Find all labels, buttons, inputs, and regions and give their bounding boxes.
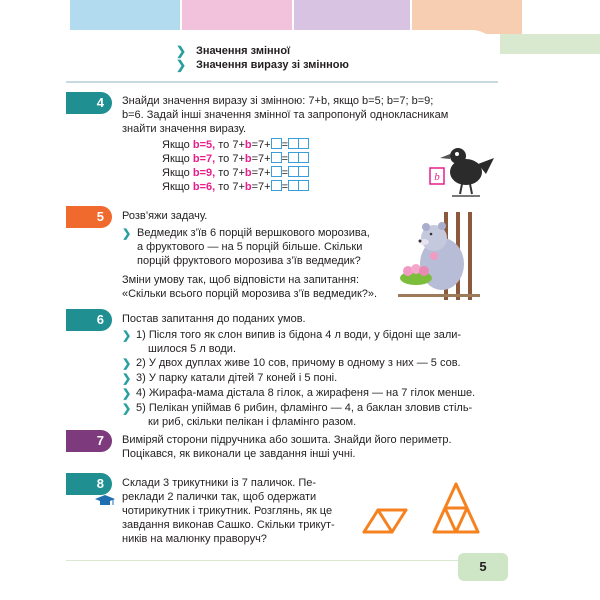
equation-row: Якщо b=6, то 7+b=7+ =	[162, 180, 309, 194]
stick-triangles-figure	[362, 480, 482, 536]
answer-box[interactable]	[271, 166, 282, 177]
task-number-7: 7	[66, 430, 112, 452]
header-green-band	[500, 34, 600, 54]
task6-item-2: 2) У двох дуплах живе 10 сов, причому в одному з них — 5 сов.	[136, 357, 461, 369]
bear-illustration	[398, 212, 480, 300]
page-number: 5	[458, 553, 508, 581]
topic-item: ❯ Значення змінної	[176, 44, 291, 58]
task-number-4: 4	[66, 92, 112, 114]
task4-text	[122, 94, 492, 136]
card-letter: b	[434, 171, 440, 183]
graduation-cap-icon	[94, 494, 116, 508]
header-tab-pink	[182, 0, 292, 34]
chevron-right-icon: ❯	[122, 388, 132, 400]
equation-row: Якщо b=7, то 7+b=7+ =	[162, 152, 309, 166]
answer-box[interactable]	[271, 152, 282, 163]
topic-item: ❯ Значення виразу зі змінною	[176, 58, 349, 72]
task-number-6: 6	[66, 309, 112, 331]
task4-line1: Знайди значення виразу зі змінною: 7+b, якщо b=5; b=7; b=9;	[122, 95, 434, 107]
answer-box[interactable]	[271, 180, 282, 191]
chevron-right-icon: ❯	[122, 358, 132, 370]
task-number-5: 5	[66, 206, 112, 228]
answer-box-double[interactable]	[288, 138, 309, 149]
task6-item-1: 1) Після того як слон випив із бідона 4 л води, у бідоні ще зали- шилося 5 л води.	[136, 329, 462, 355]
task5-problem: Ведмедик з’їв 6 порцій вершкового морозива, а фруктового — на 5 порцій більше. Скільки порцій фруктового морозива з’їв ведмедик?	[137, 227, 370, 267]
header-divider	[66, 81, 498, 83]
topic-list	[176, 44, 349, 72]
task8-text: Склади 3 трикутники із 7 паличок. Пе- реклади 2 палички так, щоб одержати чотирикутник і трикутник. Розглянь, як це завдання виконав Сашко. Скільки трикут- ників на малюнку праворуч?	[122, 477, 335, 545]
chevron-right-icon: ❯	[122, 330, 132, 342]
chevron-right-icon: ❯	[122, 228, 132, 240]
task5-change: Зміни умову так, щоб відповісти на запитання: «Скільки всього порцій морозива з’їв ведмедик?».	[122, 274, 378, 300]
header-tab-purple	[294, 0, 410, 34]
crow-illustration	[428, 140, 498, 198]
task6-item-3: 3) У парку катали дітей 7 коней і 5 поні.	[136, 372, 338, 384]
header-tab-blue	[70, 0, 180, 34]
equation-row: Якщо b=9, то 7+b=7+ =	[162, 166, 309, 180]
chevron-right-icon: ❯	[176, 58, 187, 72]
equation-row: Якщо b=5, то 7+b=7+ =	[162, 138, 309, 152]
answer-box-double[interactable]	[288, 166, 309, 177]
chevron-right-icon: ❯	[176, 44, 187, 58]
task4-line2: b=6. Задай інші значення змінної та запропонуй однокласникам	[122, 109, 449, 121]
task6-intro: Постав запитання до поданих умов.	[122, 313, 306, 325]
task6-item-5: 5) Пелікан упіймав 6 рибин, фламінго — 4, а баклан зловив стіль- ки риб, скільки пелікан і фламінго разом.	[136, 402, 473, 428]
answer-box[interactable]	[271, 138, 282, 149]
answer-box-double[interactable]	[288, 180, 309, 191]
header-tab-peach	[412, 0, 522, 34]
task4-line3: знайти значення виразу.	[122, 123, 247, 135]
chevron-right-icon: ❯	[122, 373, 132, 385]
footer-line	[66, 560, 458, 561]
chevron-right-icon: ❯	[122, 403, 132, 415]
task7-text: Виміряй сторони підручника або зошита. Знайди його периметр. Поцікався, як виконали це завдання інші учні.	[122, 434, 452, 460]
task-number-8: 8	[66, 473, 112, 495]
task5-intro: Розв’яжи задачу.	[122, 210, 208, 222]
task6-item-4: 4) Жирафа-мама дістала 8 гілок, а жирафеня — на 7 гілок менше.	[136, 387, 476, 399]
answer-box-double[interactable]	[288, 152, 309, 163]
